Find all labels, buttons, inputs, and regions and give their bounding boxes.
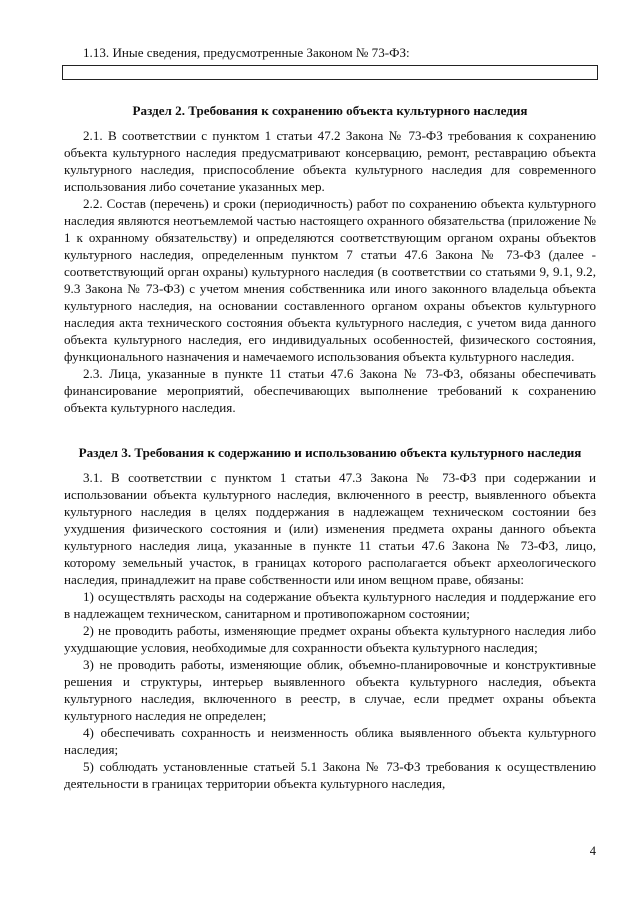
list-item-2: 2) не проводить работы, изменяющие предмет охраны объекта культурного наследия либо ухудшающие условия, необходимые для сохранности объекта культурного наследия;: [64, 623, 596, 655]
paragraph-2-3: 2.3. Лица, указанные в пункте 11 статьи 47.6 Закона № 73-ФЗ, обязаны обеспечивать финансирование мероприятий, обеспечивающих выполнение требований к сохранению объекта культурного наследия.: [64, 366, 596, 415]
section-3-title: Раздел 3. Требования к содержанию и использованию объекта культурного наследия: [78, 445, 582, 460]
paragraph-3-1: 3.1. В соответствии с пунктом 1 статьи 47.3 Закона № 73-ФЗ при содержании и использовании объекта культурного наследия, включенного в реестр, выявленного объекта культурного наследия в целях поддержания в надлежащем техническом состоянии без ухудшения физического состояния и (или) изменения предмета охраны данного объекта культурного наследия лица, указанные в пункте 11 статьи 47.6 Закона № 73-ФЗ, лицо, которому земельный участок, в границах которого располагается объект археологического наследия, принадлежит на праве собственности или ином вещном праве, обязаны:: [64, 470, 596, 587]
empty-info-field[interactable]: [62, 65, 598, 80]
list-item-4: 4) обеспечивать сохранность и неизменность облика выявленного объекта культурного наследия;: [64, 725, 596, 757]
page-number: 4: [589, 844, 596, 858]
document-page: [64, 44, 596, 792]
section-2-title: Раздел 2. Требования к сохранению объекта культурного наследия: [132, 103, 528, 118]
paragraph-2-2: 2.2. Состав (перечень) и сроки (периодичность) работ по сохранению объекта культурного наследия являются неотъемлемой частью настоящего охранного обязательства (приложение № 1 к охранному обязательству) и определяются соответствующим органом охраны объектов культурного наследия, определенным пунктом 7 статьи 47.6 Закона № 73-ФЗ (далее - соответствующий орган охраны) культурного наследия (в соответствии со статьями 9, 9.1, 9.2, 9.3 Закона № 73-ФЗ) с учетом мнения собственника или иного законного владельца объекта культурного наследия, на основании составленного органом охраны объектов культурного наследия акта технического состояния объекта культурного наследия, с учетом вида данного объекта культурного наследия, его индивидуальных особенностей, физического состояния, функционального назначения и намечаемого использования объекта культурного наследия.: [64, 196, 596, 364]
item-1-13: 1.13. Иные сведения, предусмотренные Законом № 73-ФЗ:: [83, 45, 410, 60]
list-item-3: 3) не проводить работы, изменяющие облик, объемно-планировочные и конструктивные решения и структуры, интерьер выявленного объекта культурного наследия, объекта культурного наследия, включенного в реестр, в случае, если предмет охраны объекта культурного наследия не определен;: [64, 657, 596, 723]
list-item-1: 1) осуществлять расходы на содержание объекта культурного наследия и поддержание его в надлежащем техническом, санитарном и противопожарном состоянии;: [64, 589, 596, 621]
paragraph-2-1: 2.1. В соответствии с пунктом 1 статьи 47.2 Закона № 73-ФЗ требования к сохранению объекта культурного наследия предусматривают консервацию, ремонт, реставрацию объекта культурного наследия, приспособление объекта культурного наследия для современного использования либо сочетание указанных мер.: [64, 128, 596, 194]
list-item-5: 5) соблюдать установленные статьей 5.1 Закона № 73-ФЗ требования к осуществлению деятельности в границах территории объекта культурного наследия,: [64, 759, 596, 791]
